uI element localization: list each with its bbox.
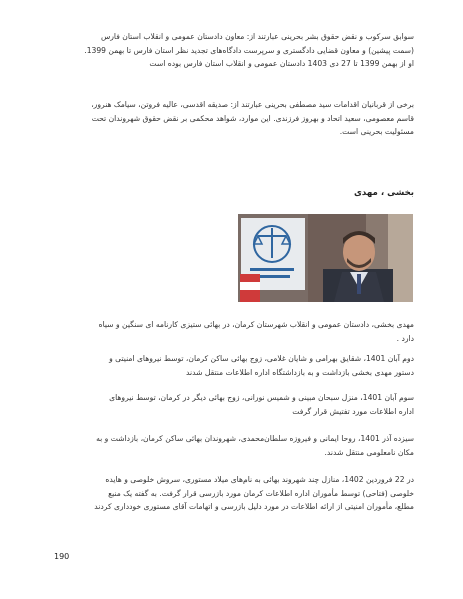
portrait-photo [238, 214, 413, 302]
paragraph-line: برخی از قربانیان اقدامات سید مصطفی بحرینی عبارتند از: صدیقه اقدسی، عالیه فروتن، سیامک هنرور، [91, 100, 414, 109]
paragraph-aban-2 [52, 352, 414, 379]
paragraph-line: (سمت پیشین) و معاون قضایی دادگستری و سرپرست دادگاه‌های تجدید نظر استان فارس تا بهمن 1399. [84, 45, 414, 55]
paragraph-aban-3 [52, 391, 414, 418]
paragraph-line: در 22 فروردین 1402، منازل چند شهروند بهائی به نام‌های میلاد مستوری، سروش خلوصی و هایده [105, 475, 414, 484]
paragraph-bahreini-record [52, 30, 414, 71]
judiciary-emblem-icon [250, 226, 294, 278]
paragraph-line: اداره اطلاعات مورد تفتیش قرار گرفت [292, 406, 414, 416]
paragraph-line: مکان نامعلومی منتقل شدند. [324, 447, 414, 457]
paragraph-line: سوابق سرکوب و نقض حقوق بشر بحرینی عبارتند از: معاون دادستان عمومی و انقلاب استان فارس [100, 32, 414, 41]
paragraph-line: او از بهمن 1399 تا 27 دی 1403 دادستان عمومی و انقلاب استان فارس بوده است [149, 59, 414, 69]
paragraph-bahreini-victims [52, 98, 414, 139]
paragraph-azar-13 [52, 432, 414, 459]
paragraph-line: مسئولیت بحرینی است. [339, 127, 414, 137]
paragraph-line: مطلع، مأموران امنیتی از ارائه اطلاعات در مورد دلیل بازرسی و اتهامات آقای مستوری خودداری کردند [94, 502, 414, 512]
paragraph-line: قاسم معصومی، سعید اتحاد و بهروز فرزندی. این موارد، شواهد محکمی بر نقض حقوق شهروندان تحت [91, 113, 414, 123]
paragraph-line: سیزده آذر 1401، روحا ایمانی و فیروزه سلطان‌محمدی، شهروندان بهائی ساکن کرمان، بازداشت و به [96, 434, 414, 443]
paragraph-line: مهدی بخشی، دادستان عمومی و انقلاب شهرستان کرمان، در بهائی ستیزی کارنامه ای سنگین و سیاه [98, 320, 414, 329]
section-heading: بخشی ، مهدی [354, 188, 414, 198]
paragraph-line: دوم آبان 1401، شقایق بهرامی و شایان غلامی، زوج بهائی ساکن کرمان، توسط نیروهای امنیتی و [109, 354, 414, 363]
paragraph-line: خلوصی (فتاحی) توسط مأموران اداره اطلاعات کرمان مورد بازرسی قرار گرفت. به گفته یک منبع [108, 488, 414, 498]
paragraph-farvardin-22 [52, 473, 414, 514]
portrait-image [238, 214, 413, 302]
paragraph-bakhshi-intro [52, 318, 414, 345]
page-number: 190 [54, 552, 70, 561]
paragraph-line: دارد . [396, 333, 414, 343]
paragraph-line: دستور مهدی بخشی بازداشت و به بازداشتگاه اداره اطلاعات منتقل شدند [186, 367, 414, 377]
paragraph-line: سوم آبان 1401، منزل سبحان مبینی و شمیس نورانی، زوج بهائی دیگر در کرمان، توسط نیروهای [109, 393, 414, 402]
